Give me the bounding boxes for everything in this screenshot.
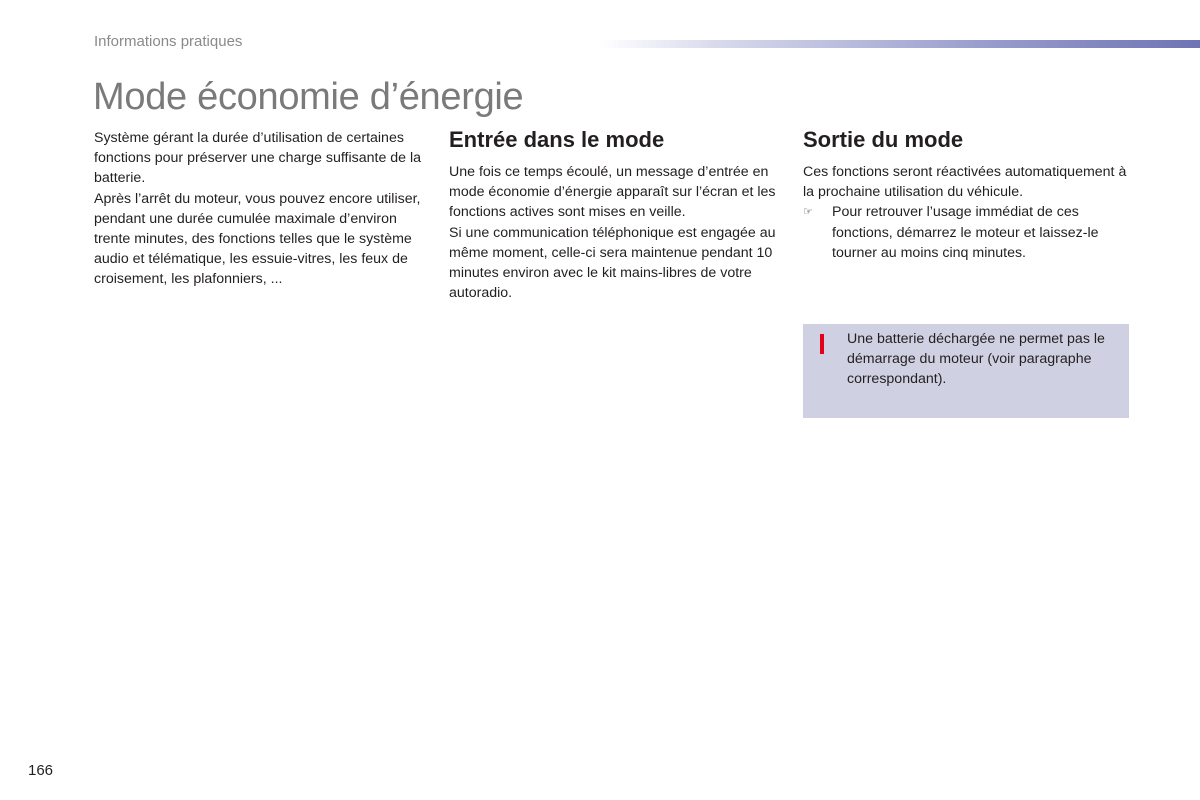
intro-paragraph: Système gérant la durée d’utilisation de certaines fonctions pour préserver une charge suffisante de la batterie. bbox=[94, 130, 422, 187]
entree-column bbox=[449, 126, 779, 303]
sortie-column bbox=[803, 126, 1133, 263]
entree-paragraph: Une fois ce temps écoulé, un message d’entrée en mode économie d’énergie apparaît sur l’écran et les fonctions actives sont mises en veille. bbox=[449, 164, 776, 221]
intro-paragraph: Après l’arrêt du moteur, vous pouvez encore utiliser, pendant une durée cumulée maximale d’environ trente minutes, des fonctions telles que le système audio et télématique, les essuie-vitres, les feux de croisement, les plafonniers, ... bbox=[94, 190, 421, 288]
warning-note bbox=[803, 324, 1129, 418]
intro-column bbox=[94, 128, 424, 290]
section-label: Informations pratiques bbox=[94, 33, 243, 50]
sortie-paragraph: Ces fonctions seront réactivées automatiquement à la prochaine utilisation du véhicule. bbox=[803, 164, 1127, 201]
entree-heading: Entrée dans le mode bbox=[449, 127, 665, 152]
warning-note-text: Une batterie déchargée ne permet pas le démarrage du moteur (voir paragraphe correspondant). bbox=[847, 331, 1105, 388]
page-number: 166 bbox=[28, 762, 54, 779]
warning-marker-icon bbox=[820, 334, 824, 354]
sortie-bullet-text: Pour retrouver l’usage immédiat de ces fonctions, démarrez le moteur et laissez-le tourner au moins cinq minutes. bbox=[832, 204, 1099, 261]
pointing-hand-icon: ☞ bbox=[803, 206, 813, 219]
page-title: Mode économie d’énergie bbox=[93, 76, 524, 118]
sortie-heading: Sortie du mode bbox=[803, 127, 964, 152]
header-accent-bar bbox=[600, 40, 1200, 48]
entree-paragraph: Si une communication téléphonique est engagée au même moment, celle-ci sera maintenue pendant 10 minutes environ avec le kit mains-libres de votre autoradio. bbox=[449, 224, 776, 302]
sortie-bullet bbox=[803, 202, 1133, 263]
